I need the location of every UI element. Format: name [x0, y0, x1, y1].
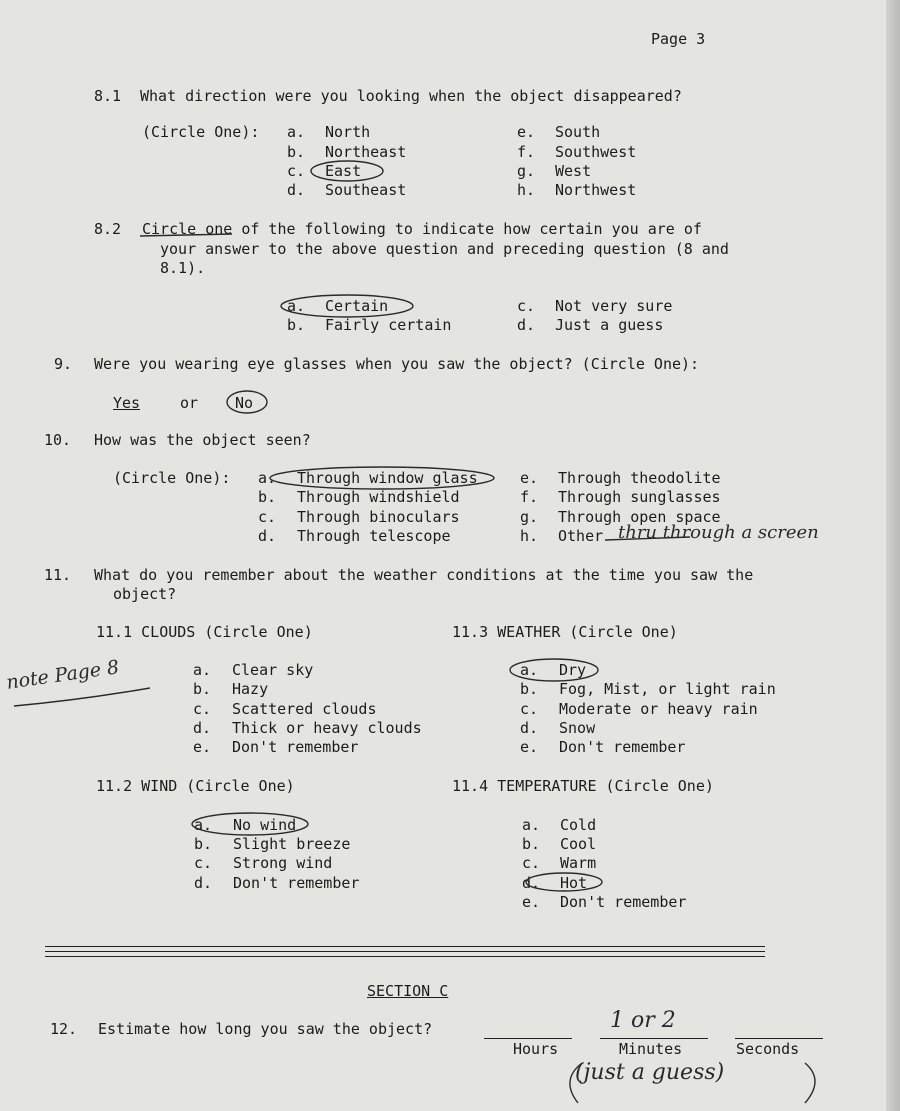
hours-label: Hours — [513, 1040, 559, 1058]
option-letter: c. — [193, 700, 212, 718]
page-edge — [886, 0, 900, 1111]
seconds-label: Seconds — [736, 1040, 800, 1058]
option-letter: b. — [522, 835, 541, 853]
option-letter: d. — [193, 719, 212, 737]
page-label: Page 3 — [651, 30, 706, 48]
q8-2-question-line: your answer to the above question and preceding question (8 and — [160, 240, 729, 258]
option-weather-dont-remember[interactable]: Don't remember — [559, 738, 686, 756]
option-letter: d. — [194, 874, 213, 892]
option-letter: d. — [522, 874, 541, 892]
margin-note-arrow — [14, 688, 150, 706]
option-letter: c. — [520, 700, 539, 718]
option-letter: b. — [258, 488, 277, 506]
option-letter: h. — [517, 181, 536, 199]
option-letter: e. — [520, 469, 539, 487]
option-letter: d. — [258, 527, 277, 545]
option-letter: b. — [194, 835, 213, 853]
option-hazy[interactable]: Hazy — [232, 680, 269, 698]
option-cool[interactable]: Cool — [560, 835, 597, 853]
section-divider-middle — [45, 951, 765, 952]
option-fog[interactable]: Fog, Mist, or light rain — [559, 680, 776, 698]
option-letter: g. — [517, 162, 536, 180]
option-yes[interactable]: Yes — [113, 394, 141, 412]
option-telescope[interactable]: Through telescope — [297, 527, 451, 545]
option-no[interactable]: No — [235, 394, 254, 412]
option-south[interactable]: South — [555, 123, 601, 141]
q8-1-number: 8.1 — [94, 87, 122, 105]
option-letter: a. — [287, 297, 306, 315]
margin-note-handwritten: note Page 8 — [5, 656, 121, 694]
option-letter: d. — [287, 181, 306, 199]
option-clouds-dont-remember[interactable]: Don't remember — [232, 738, 359, 756]
option-heavy-rain[interactable]: Moderate or heavy rain — [559, 700, 758, 718]
wind-heading: 11.2 WIND (Circle One) — [96, 777, 295, 795]
q11-question-line: What do you remember about the weather conditions at the time you saw the — [94, 566, 754, 584]
option-letter: a. — [520, 661, 539, 679]
option-letter: e. — [193, 738, 212, 756]
clouds-heading: 11.1 CLOUDS (Circle One) — [96, 623, 313, 641]
option-wind-dont-remember[interactable]: Don't remember — [233, 874, 360, 892]
option-letter: d. — [520, 719, 539, 737]
option-sunglasses[interactable]: Through sunglasses — [558, 488, 721, 506]
section-c-title: SECTION C — [367, 982, 449, 1000]
option-dry[interactable]: Dry — [559, 661, 587, 679]
q11-number: 11. — [44, 566, 72, 584]
q8-2-question-line: 8.1). — [160, 259, 206, 277]
option-warm[interactable]: Warm — [560, 854, 597, 872]
option-northwest[interactable]: Northwest — [555, 181, 637, 199]
option-letter: b. — [287, 143, 306, 161]
q8-2-number: 8.2 — [94, 220, 122, 238]
q8-1-question: What direction were you looking when the object disappeared? — [140, 87, 682, 105]
option-letter: a. — [194, 816, 213, 834]
other-handwritten-entry: thru through a screen — [618, 522, 819, 543]
option-scattered-clouds[interactable]: Scattered clouds — [232, 700, 377, 718]
q10-instruction: (Circle One): — [113, 469, 231, 487]
option-letter: a. — [522, 816, 541, 834]
weather-heading: 11.3 WEATHER (Circle One) — [452, 623, 678, 641]
q9-question: Were you wearing eye glasses when you saw the object? (Circle One): — [94, 355, 700, 373]
option-northeast[interactable]: Northeast — [325, 143, 407, 161]
option-letter: e. — [522, 893, 541, 911]
option-letter: a. — [258, 469, 277, 487]
section-divider-top — [45, 946, 765, 947]
option-windshield[interactable]: Through windshield — [297, 488, 460, 506]
option-letter: e. — [520, 738, 539, 756]
q12-question: Estimate how long you saw the object? — [98, 1020, 433, 1038]
or-text: or — [180, 394, 199, 412]
option-letter: b. — [520, 680, 539, 698]
option-letter: a. — [287, 123, 306, 141]
option-no-wind[interactable]: No wind — [233, 816, 297, 834]
option-letter: f. — [517, 143, 536, 161]
q8-1-instruction: (Circle One): — [142, 123, 260, 141]
option-letter: c. — [258, 508, 277, 526]
option-letter: f. — [520, 488, 539, 506]
guess-handwritten-note: (just a guess) — [575, 1060, 725, 1085]
temperature-heading: 11.4 TEMPERATURE (Circle One) — [452, 777, 714, 795]
option-letter: h. — [520, 527, 539, 545]
option-north[interactable]: North — [325, 123, 371, 141]
q12-number: 12. — [50, 1020, 78, 1038]
option-southeast[interactable]: Southeast — [325, 181, 407, 199]
option-not-very-sure[interactable]: Not very sure — [555, 297, 673, 315]
option-heavy-clouds[interactable]: Thick or heavy clouds — [232, 719, 422, 737]
option-letter: c. — [194, 854, 213, 872]
q11-question-line: object? — [113, 585, 177, 603]
option-just-a-guess[interactable]: Just a guess — [555, 316, 664, 334]
q9-number: 9. — [54, 355, 73, 373]
option-temp-dont-remember[interactable]: Don't remember — [560, 893, 687, 911]
option-theodolite[interactable]: Through theodolite — [558, 469, 721, 487]
section-divider-bottom — [45, 956, 765, 957]
option-letter: e. — [517, 123, 536, 141]
option-snow[interactable]: Snow — [559, 719, 596, 737]
minutes-handwritten-answer: 1 or 2 — [610, 1008, 676, 1033]
option-west[interactable]: West — [555, 162, 592, 180]
option-letter: c. — [517, 297, 536, 315]
option-letter: b. — [193, 680, 212, 698]
option-open-space[interactable]: Through open space — [558, 508, 721, 526]
option-cold[interactable]: Cold — [560, 816, 597, 834]
option-fairly-certain[interactable]: Fairly certain — [325, 316, 452, 334]
option-binoculars[interactable]: Through binoculars — [297, 508, 460, 526]
option-letter: c. — [287, 162, 306, 180]
option-strong-wind[interactable]: Strong wind — [233, 854, 333, 872]
option-letter: d. — [517, 316, 536, 334]
guess-right-paren — [805, 1063, 815, 1103]
option-certain[interactable]: Certain — [325, 297, 389, 315]
option-letter: g. — [520, 508, 539, 526]
option-other[interactable]: Other — [558, 527, 604, 545]
q10-number: 10. — [44, 431, 72, 449]
q10-question: How was the object seen? — [94, 431, 311, 449]
option-window-glass[interactable]: Through window glass — [297, 469, 478, 487]
q8-2-question-line: Circle one of the following to indicate how certain you are of — [142, 220, 702, 238]
option-letter: a. — [193, 661, 212, 679]
option-letter: b. — [287, 316, 306, 334]
hours-line[interactable] — [484, 1038, 572, 1039]
minutes-label: Minutes — [619, 1040, 683, 1058]
option-southwest[interactable]: Southwest — [555, 143, 637, 161]
option-slight-breeze[interactable]: Slight breeze — [233, 835, 351, 853]
option-east[interactable]: East — [325, 162, 362, 180]
seconds-line[interactable] — [735, 1038, 823, 1039]
option-clear-sky[interactable]: Clear sky — [232, 661, 314, 679]
option-hot[interactable]: Hot — [560, 874, 588, 892]
option-letter: c. — [522, 854, 541, 872]
minutes-line[interactable] — [600, 1038, 708, 1039]
